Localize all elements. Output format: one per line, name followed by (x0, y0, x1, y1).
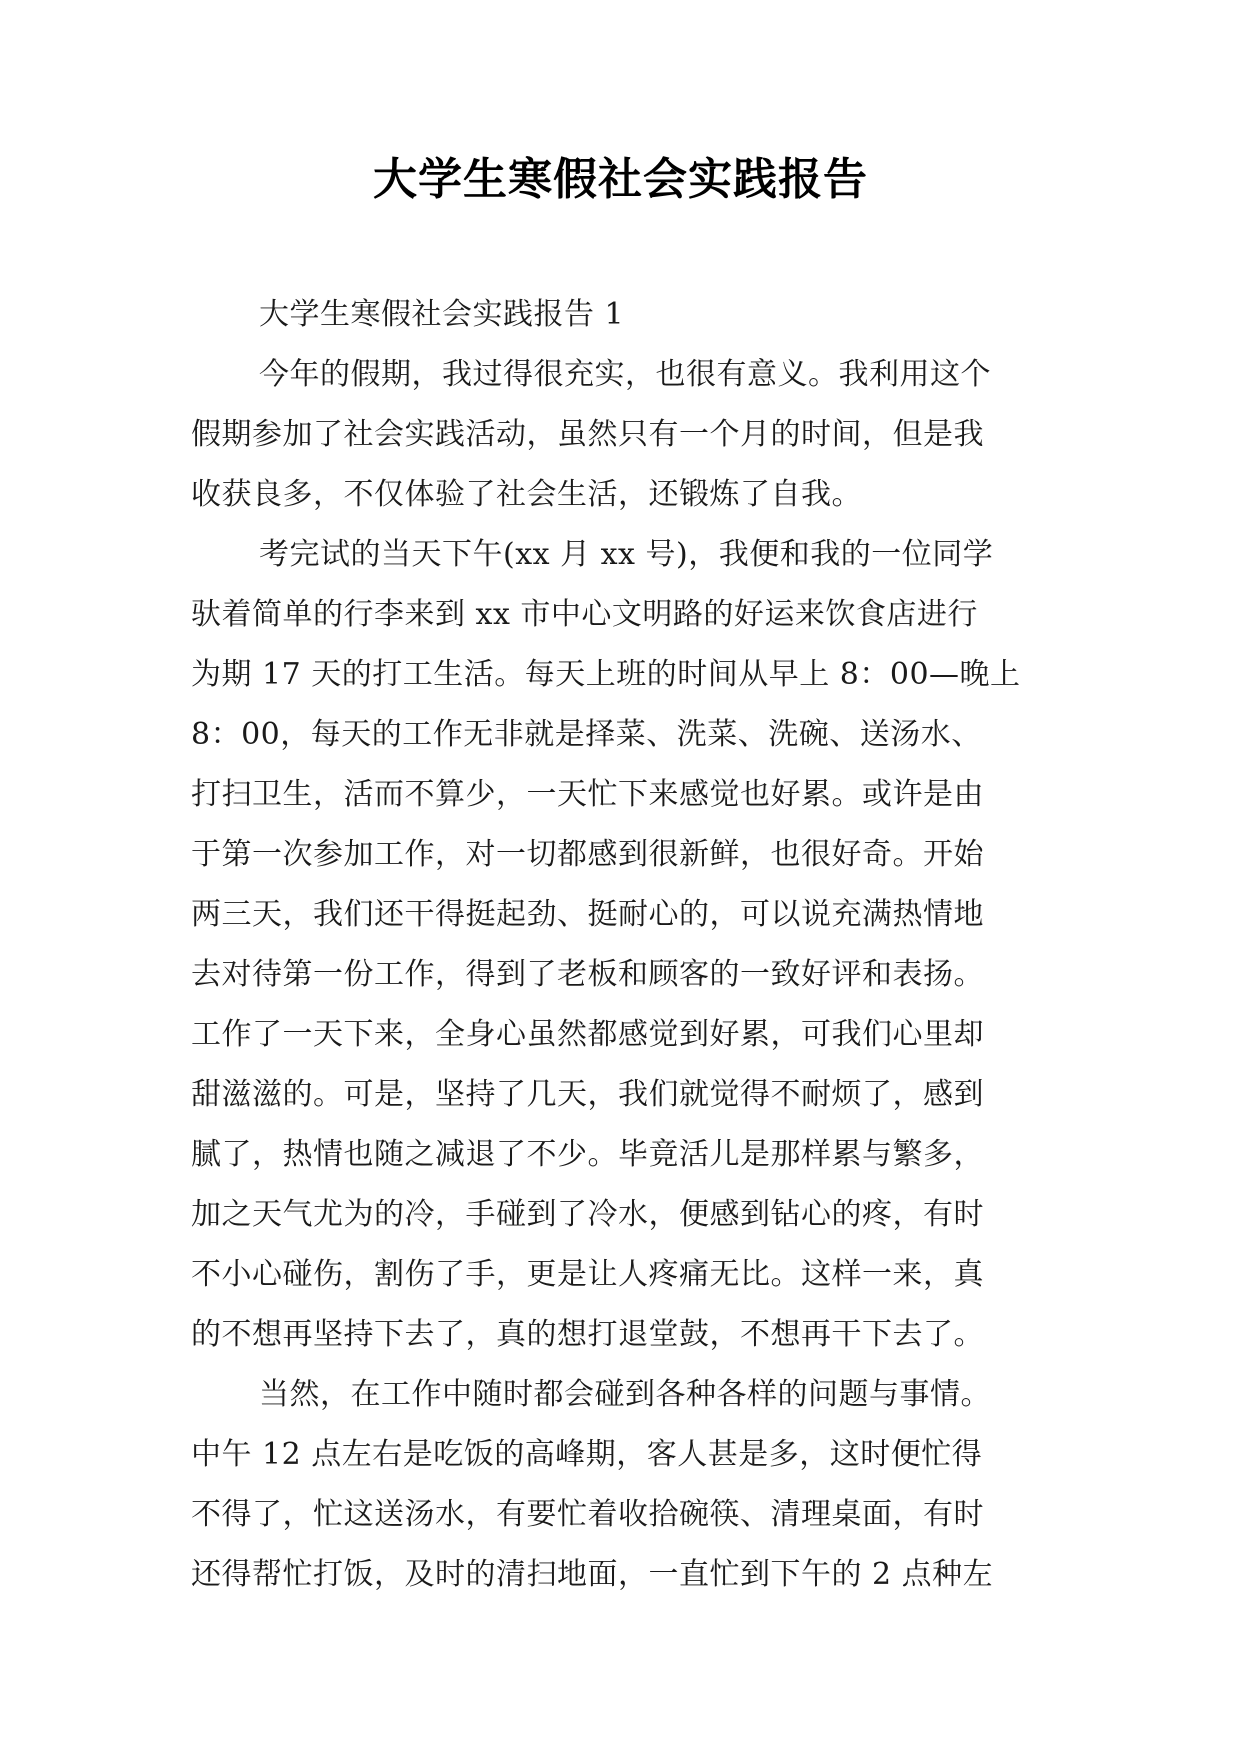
text-line: 两三天，我们还干得挺起劲、挺耐心的，可以说充满热情地 (191, 897, 984, 932)
text-line: 工作了一天下来，全身心虽然都感觉到好累，可我们心里却 (191, 1017, 984, 1052)
section-heading: 大学生寒假社会实践报告 1 (259, 297, 625, 332)
text-line: 考完试的当天下午(xx 月 xx 号)，我便和我的一位同学 (259, 537, 994, 572)
text-line: 驮着简单的行李来到 xx 市中心文明路的好运来饮食店进行 (191, 597, 978, 632)
text-line: 中午 12 点左右是吃饭的高峰期，客人甚是多，这时便忙得 (191, 1437, 983, 1472)
text-line: 腻了，热情也随之减退了不少。毕竟活儿是那样累与繁多， (191, 1137, 984, 1172)
text-line: 甜滋滋的。可是，坚持了几天，我们就觉得不耐烦了，感到 (191, 1077, 984, 1112)
text-line: 于第一次参加工作，对一切都感到很新鲜，也很好奇。开始 (191, 837, 984, 872)
text-line: 打扫卫生，活而不算少，一天忙下来感觉也好累。或许是由 (191, 777, 984, 812)
text-line: 假期参加了社会实践活动，虽然只有一个月的时间，但是我 (191, 417, 984, 452)
text-line: 还得帮忙打饭，及时的清扫地面，一直忙到下午的 2 点种左 (191, 1557, 994, 1592)
text-line: 不得了，忙这送汤水，有要忙着收拾碗筷、清理桌面，有时 (191, 1497, 984, 1532)
document-title: 大学生寒假社会实践报告 (373, 154, 868, 205)
document-body (191, 285, 1061, 1605)
text-line: 为期 17 天的打工生活。每天上班的时间从早上 8：00—晚上 (191, 657, 1021, 692)
text-line: 去对待第一份工作，得到了老板和顾客的一致好评和表扬。 (191, 957, 984, 992)
text-line: 的不想再坚持下去了，真的想打退堂鼓，不想再干下去了。 (191, 1317, 984, 1352)
text-line: 加之天气尤为的冷，手碰到了冷水，便感到钻心的疼，有时 (191, 1197, 984, 1232)
text-line: 收获良多，不仅体验了社会生活，还锻炼了自我。 (191, 477, 862, 512)
text-line: 不小心碰伤，割伤了手，更是让人疼痛无比。这样一来，真 (191, 1257, 984, 1292)
text-line: 今年的假期，我过得很充实，也很有意义。我利用这个 (259, 357, 991, 392)
text-line: 当然，在工作中随时都会碰到各种各样的问题与事情。 (259, 1377, 991, 1412)
text-line: 8：00，每天的工作无非就是择菜、洗菜、洗碗、送汤水、 (191, 717, 982, 752)
